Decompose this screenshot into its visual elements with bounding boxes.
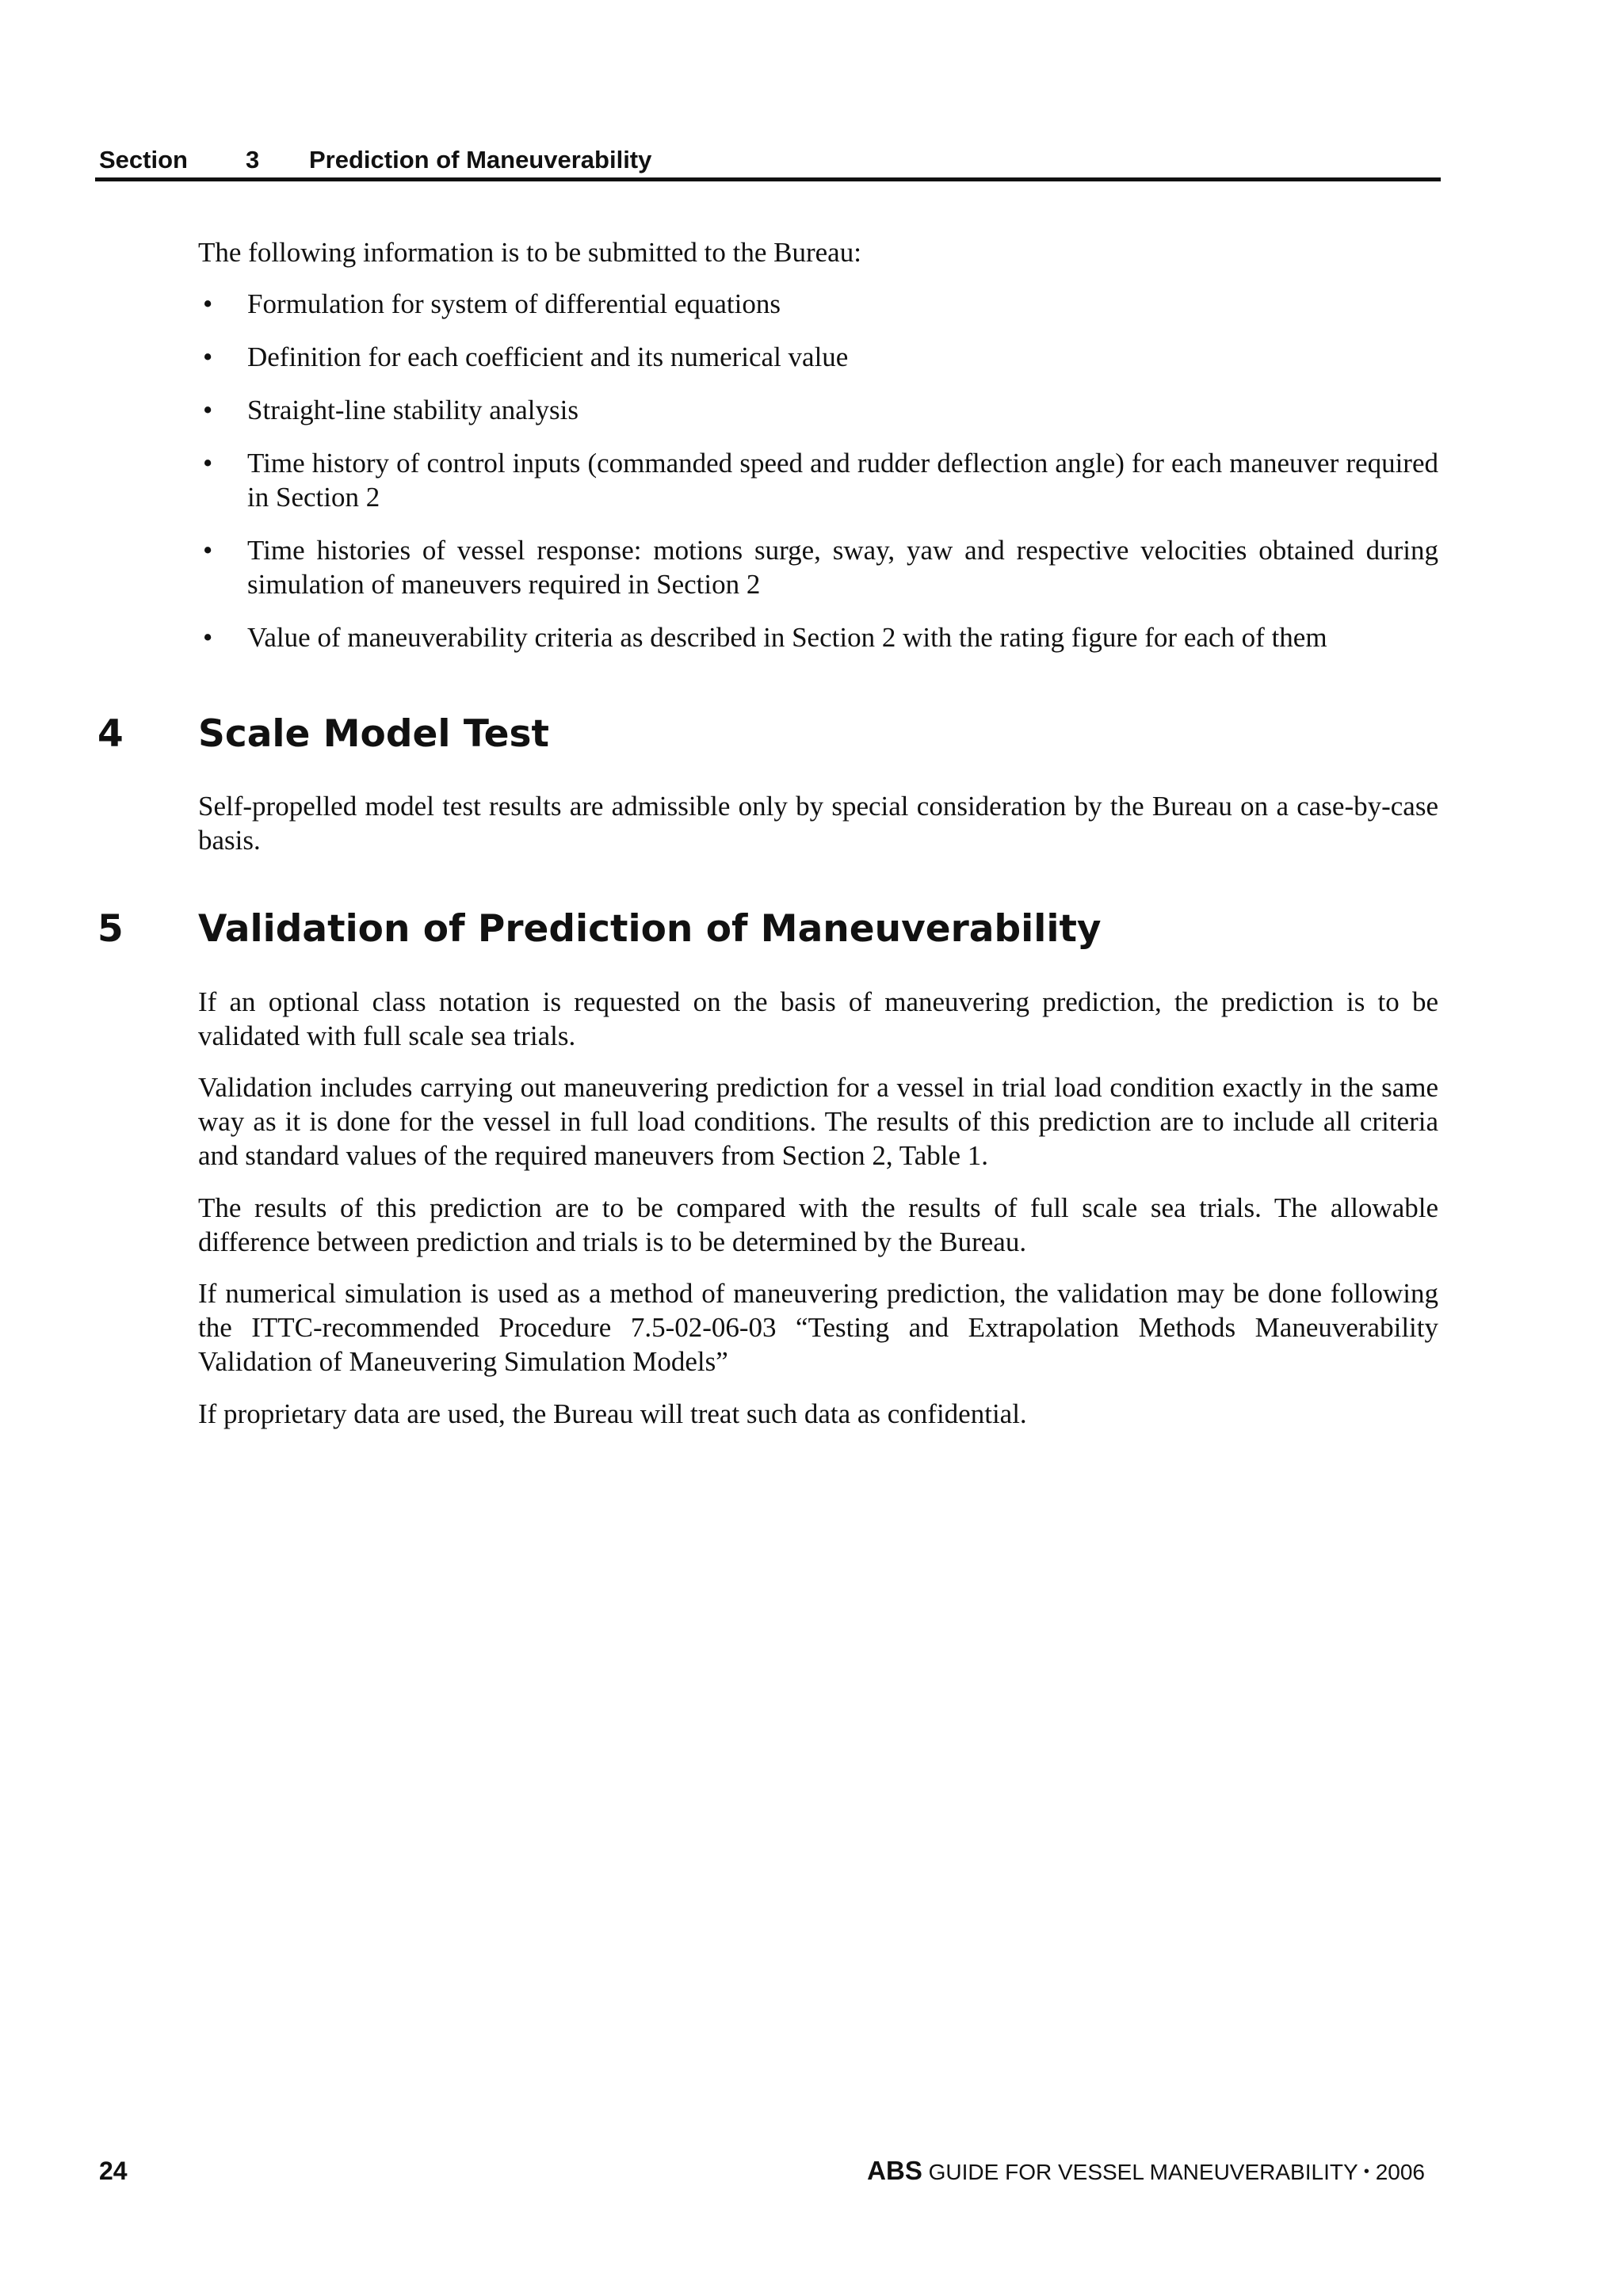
list-item-text: Formulation for system of differential equations: [247, 288, 781, 319]
bullet-icon: •: [203, 535, 213, 566]
header-section-label: Section: [99, 146, 188, 174]
list-item: [198, 393, 1438, 427]
footer-year: 2006: [1375, 2160, 1425, 2184]
section-number: 5: [97, 907, 124, 951]
list-item-text: Straight-line stability analysis: [247, 395, 579, 425]
footer-org: ABS: [867, 2156, 922, 2185]
header-rule: [95, 177, 1441, 181]
list-item: [198, 620, 1438, 654]
running-footer: [95, 2155, 1441, 2195]
header-section-number: 3: [246, 146, 260, 174]
list-item: [198, 446, 1438, 514]
list-item-text: Definition for each coefficient and its numerical value: [247, 341, 849, 372]
list-item-text: Time history of control inputs (commanded speed and rudder deflection angle) for each maneuver required in Section 2: [247, 448, 1438, 513]
section-5-paragraph-2: Validation includes carrying out maneuvering prediction for a vessel in trial load condition exactly in the same way as it is done for the vessel in full load conditions. The results of this prediction are to include all criteria and standard values of the required maneuvers from Section 2, Table 1.: [198, 1072, 1438, 1171]
list-item-text: Time histories of vessel response: motions surge, sway, yaw and respective velocities obtained during simulation of maneuvers required in Section 2: [247, 535, 1438, 600]
footer-separator: •: [1363, 2163, 1369, 2180]
running-header: [95, 143, 1441, 181]
list-item: [198, 340, 1438, 374]
footer-guide-title: GUIDE FOR VESSEL MANEUVERABILITY: [928, 2160, 1358, 2184]
bullet-icon: •: [203, 395, 213, 425]
footer-publication: [867, 2155, 1425, 2191]
section-5-paragraph-5: If proprietary data are used, the Bureau will treat such data as confidential.: [198, 1398, 1027, 1429]
bullet-icon: •: [203, 288, 213, 319]
submission-list: [198, 287, 1438, 673]
list-item: [198, 287, 1438, 321]
section-5-paragraph-1: If an optional class notation is requested on the basis of maneuvering prediction, the prediction is to be validated with full scale sea trials.: [198, 986, 1438, 1051]
section-5-paragraph-3: The results of this prediction are to be compared with the results of full scale sea trials. The allowable difference between prediction and trials is to be determined by the Bureau.: [198, 1192, 1438, 1257]
bullet-icon: •: [203, 622, 213, 653]
list-item-text: Value of maneuverability criteria as described in Section 2 with the rating figure for each of them: [247, 622, 1327, 653]
bullet-icon: •: [203, 448, 213, 479]
section-title: Validation of Prediction of Maneuverability: [198, 907, 1102, 951]
page-number: 24: [99, 2157, 128, 2185]
section-5-paragraph-4: If numerical simulation is used as a method of maneuvering prediction, the validation may be done following the ITTC-recommended Procedure 7.5-02-06-03 “Testing and Extrapolation Methods Maneuverability Validation of Maneuvering Simulation Models”: [198, 1278, 1438, 1377]
section-4-paragraph-1: Self-propelled model test results are admissible only by special consideration by the Bureau on a case-by-case basis.: [198, 791, 1438, 856]
section-title: Scale Model Test: [198, 712, 549, 756]
bullet-icon: •: [203, 341, 213, 372]
header-section-title: Prediction of Maneuverability: [309, 146, 652, 174]
intro-paragraph: The following information is to be submitted to the Bureau:: [198, 237, 861, 268]
list-item: [198, 533, 1438, 601]
section-number: 4: [97, 712, 124, 756]
